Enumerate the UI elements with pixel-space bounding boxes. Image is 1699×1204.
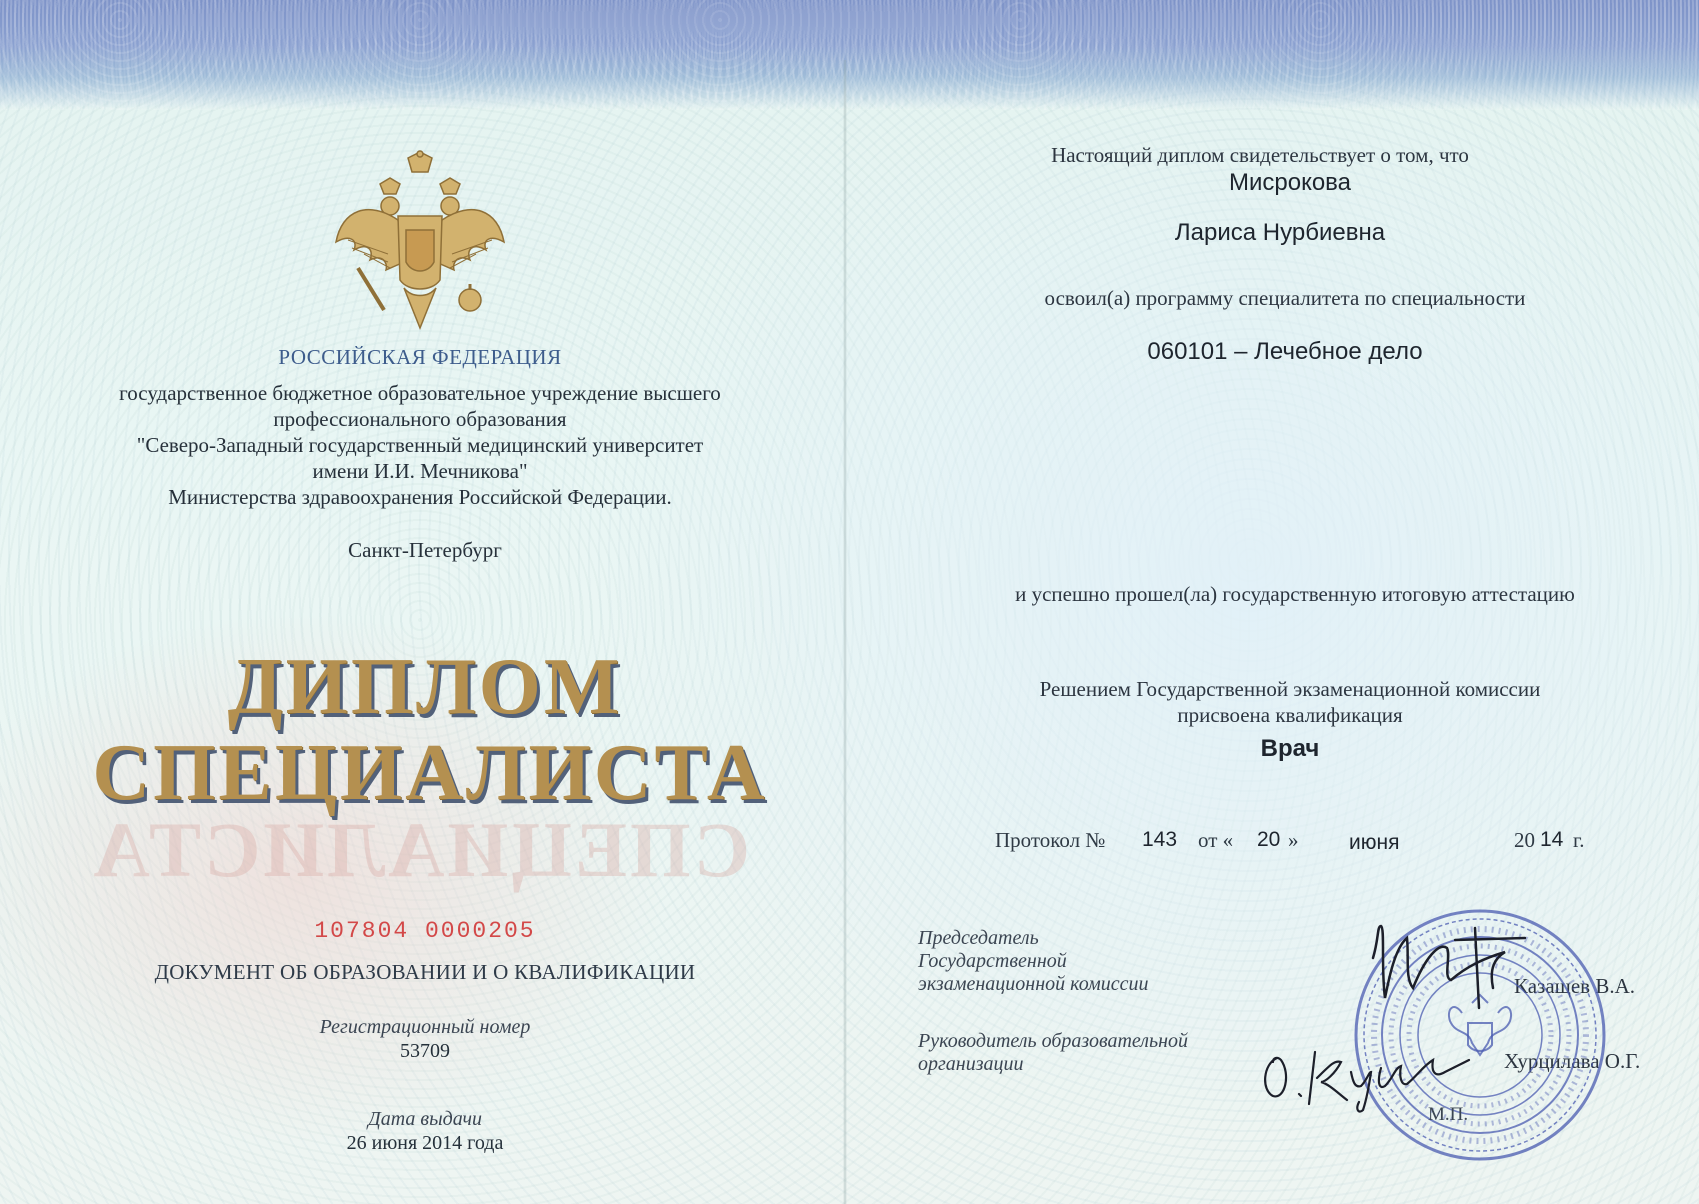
institution-line: Министерства здравоохранения Российской Федерации.	[168, 485, 672, 509]
chairman-label	[918, 927, 1148, 996]
qualification: Врач	[1260, 735, 1320, 762]
serial-number: 107804 0000205	[314, 918, 536, 944]
head-name: Хурцилава О.Г.	[1504, 1049, 1641, 1073]
institution-line: профессионального образования	[273, 407, 567, 431]
decision-text-2: присвоена квалификация	[1177, 703, 1403, 727]
protocol-day-close: »	[1288, 828, 1299, 852]
seal-mark: М.П.	[1428, 1104, 1469, 1125]
institution-name	[70, 380, 770, 510]
country-heading: РОССИЙСКАЯ ФЕДЕРАЦИЯ	[278, 345, 562, 369]
diploma-title-line2: СПЕЦИАЛИСТА	[92, 729, 768, 817]
issue-date: 26 июня 2014 года	[346, 1132, 504, 1154]
graduate-surname: Мисрокова	[1228, 169, 1352, 196]
protocol-month: июня	[1349, 831, 1400, 854]
decorative-top-band	[0, 0, 1699, 110]
chairman-label-line: Государственной	[918, 950, 1067, 972]
issue-date-label: Дата выдачи	[367, 1108, 483, 1130]
graduate-given-names: Лариса Нурбиевна	[1174, 219, 1386, 246]
program-text: освоил(а) программу специалитета по специальности	[1044, 286, 1526, 310]
protocol-number: 143	[1142, 828, 1178, 851]
registration-number: 53709	[400, 1040, 450, 1062]
head-label-line: организации	[918, 1053, 1024, 1075]
head-label	[918, 1030, 1188, 1076]
institution-line: имени И.И. Мечникова"	[312, 459, 528, 483]
institution-line: "Северо-Западный государственный медицинский университет	[136, 433, 704, 457]
head-signature	[1255, 1038, 1485, 1118]
protocol-year-prefix: 20	[1514, 828, 1535, 852]
show-through-reverse-text: СПЕЦИАЛИСТА	[90, 806, 750, 893]
diploma-title-line1: ДИПЛОМ	[227, 643, 623, 731]
coat-of-arms-icon	[328, 150, 512, 340]
head-label-line: Руководитель образовательной	[918, 1030, 1189, 1052]
attestation-text: и успешно прошел(ла) государственную итоговую аттестацию	[1015, 582, 1575, 606]
institution-line: государственное бюджетное образовательное учреждение высшего	[119, 381, 721, 405]
protocol-day: 20	[1257, 828, 1281, 851]
chairman-name: Казащев В.А.	[1514, 974, 1635, 998]
protocol-label: Протокол №	[995, 828, 1106, 852]
chairman-label-line: Председатель	[918, 927, 1039, 949]
chairman-label-line: экзаменационной комиссии	[918, 973, 1149, 995]
protocol-year-suffix: 14	[1540, 828, 1564, 851]
specialty: 060101 – Лечебное дело	[1147, 338, 1423, 365]
decision-text: Решением Государственной экзаменационной комиссии	[1039, 677, 1541, 701]
protocol-year-abbr: г.	[1573, 828, 1585, 852]
city: Санкт-Петербург	[348, 538, 502, 562]
registration-label: Регистрационный номер	[319, 1016, 531, 1038]
document-type: ДОКУМЕНТ ОБ ОБРАЗОВАНИИ И О КВАЛИФИКАЦИИ	[154, 960, 696, 984]
protocol-from-label: от «	[1198, 828, 1234, 852]
page-fold	[843, 60, 847, 1204]
chairman-signature	[1355, 918, 1535, 1018]
intro-text: Настоящий диплом свидетельствует о том, что	[1051, 143, 1469, 167]
